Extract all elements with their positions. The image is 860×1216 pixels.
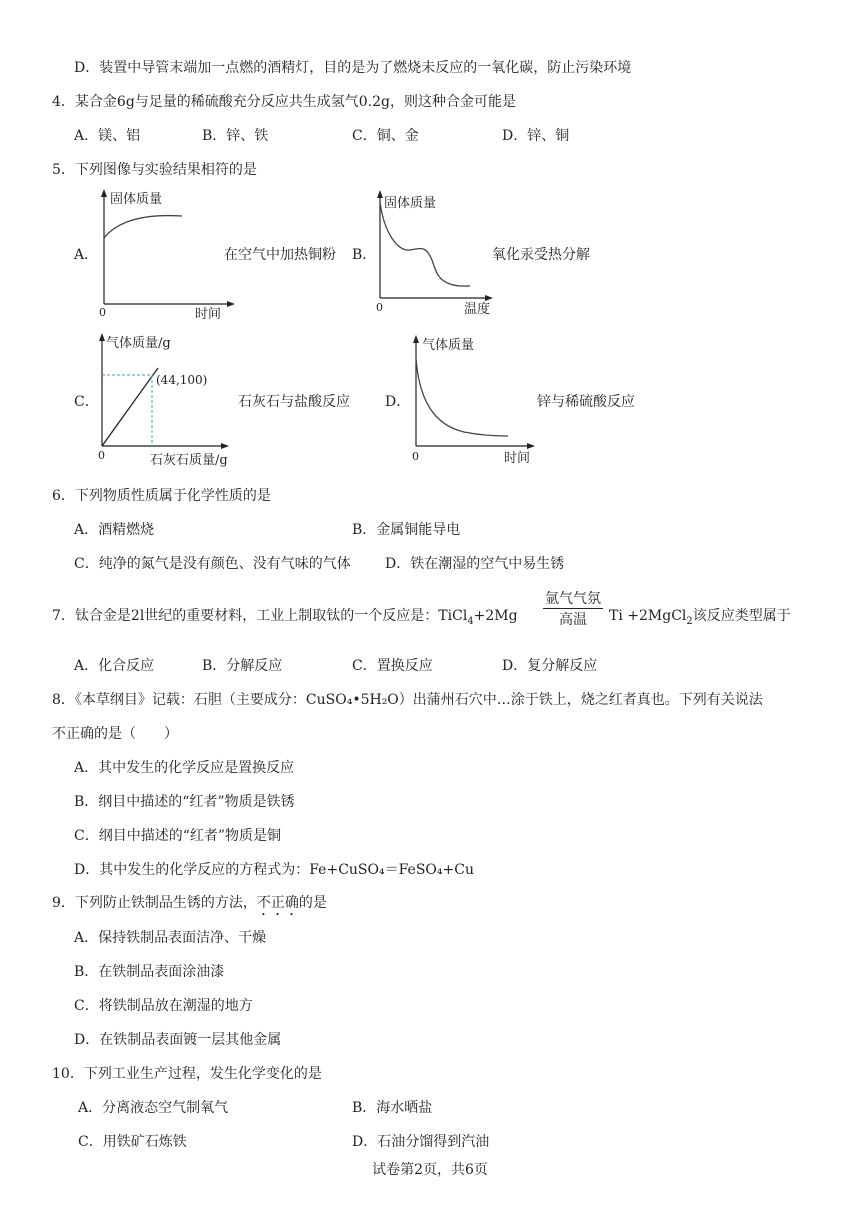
q6-option-c: C．纯净的氮气是没有颜色、没有气味的气体 bbox=[74, 556, 351, 572]
q7-option-c: C．置换反应 bbox=[352, 658, 433, 674]
graph-a-ylabel: 固体质量 bbox=[110, 192, 163, 207]
q5-text-a: 在空气中加热铜粉 bbox=[224, 247, 336, 263]
q8-option-c: C．纲目中描述的“红者”物质是铜 bbox=[74, 828, 282, 844]
q4-option-c: C．铜、金 bbox=[352, 128, 419, 144]
q7-post: 该反应类型属于 bbox=[692, 608, 791, 624]
q9-stem-pre: 9．下列防止铁制品生锈的方法， bbox=[52, 895, 257, 911]
graph-c-xlabel: 石灰石质量/g bbox=[150, 453, 228, 468]
q8-option-a: A．其中发生的化学反应是置换反应 bbox=[74, 760, 295, 776]
q5-label-a: A． bbox=[74, 247, 99, 263]
graph-d-origin: 0 bbox=[412, 450, 419, 463]
q5-stem: 5．下列图像与实验结果相符的是 bbox=[52, 162, 257, 178]
q4-option-d: D．锌、铜 bbox=[502, 128, 570, 144]
graph-d-ylabel: 气体质量 bbox=[422, 338, 475, 353]
graph-c-point-label: (44,100) bbox=[156, 373, 208, 387]
q10-option-d: D．石油分馏得到汽油 bbox=[352, 1134, 490, 1150]
q5-text-b: 氧化汞受热分解 bbox=[492, 247, 590, 263]
graph-b-origin: 0 bbox=[376, 301, 383, 314]
q4-stem: 4．某合金6g与足量的稀硫酸充分反应共生成氢气0.2g，则这种合金可能是 bbox=[52, 94, 517, 110]
q5-graph-b bbox=[370, 188, 500, 320]
q9-stem-emphasis: 不正确 bbox=[256, 895, 299, 911]
q7-cond-bottom: 高温 bbox=[559, 612, 587, 628]
q5-graph-a bbox=[90, 186, 240, 322]
page-footer: 试卷第2页，共6页 bbox=[372, 1162, 488, 1178]
q7-cond-top: 氩气气氛 bbox=[545, 591, 601, 607]
graph-d-xlabel: 时间 bbox=[504, 451, 531, 466]
q5-graph-d bbox=[404, 330, 544, 470]
graph-b-ylabel: 固体质量 bbox=[384, 196, 437, 211]
q7-option-b: B．分解反应 bbox=[202, 658, 283, 674]
q6-stem: 6．下列物质性质属于化学性质的是 bbox=[52, 488, 271, 504]
q3-option-d: D．装置中导管末端加一点燃的酒精灯，目的是为了燃烧未反应的一氧化碳，防止污染环境 bbox=[74, 60, 632, 76]
q5-text-d: 锌与稀硫酸反应 bbox=[537, 394, 635, 410]
q7-stem-pre: 7．钛合金是2l世纪的重要材料，工业上制取钛的一个反应是：TiCl bbox=[52, 608, 468, 624]
q10-option-c: C．用铁矿石炼铁 bbox=[78, 1134, 187, 1150]
q9-option-a: A．保持铁制品表面洁净、干燥 bbox=[74, 930, 267, 946]
graph-c-origin: 0 bbox=[98, 449, 105, 462]
q6-option-b: B．金属铜能导电 bbox=[352, 522, 461, 538]
q9-stem-post: 的是 bbox=[298, 895, 327, 911]
q7-post-pre: Ti +2MgCl bbox=[609, 608, 687, 624]
q9-stem bbox=[52, 893, 327, 919]
q7-stem bbox=[52, 606, 518, 632]
q10-stem: 10．下列工业生产过程，发生化学变化的是 bbox=[52, 1066, 322, 1082]
q10-option-b: B．海水晒盐 bbox=[352, 1100, 433, 1116]
q6-option-a: A．酒精燃烧 bbox=[74, 522, 155, 538]
q5-graph-c bbox=[90, 328, 240, 470]
graph-a-origin: 0 bbox=[99, 306, 106, 319]
q5-label-d: D． bbox=[385, 394, 411, 410]
q8-stem-line2: 不正确的是（ ） bbox=[52, 726, 178, 742]
q5-label-b: B． bbox=[352, 247, 377, 263]
q4-option-b: B．锌、铁 bbox=[202, 128, 269, 144]
q9-option-b: B．在铁制品表面涂油漆 bbox=[74, 964, 225, 980]
q5-text-c: 石灰石与盐酸反应 bbox=[238, 394, 350, 410]
q7-mid: +2Mg bbox=[473, 608, 518, 624]
q8-stem-line1: 8．《本草纲目》记载：石胆（主要成分：CuSO₄•5H₂O）出蒲州石穴中…涂于铁上，烧之红者真也。下列有关说法 bbox=[52, 692, 763, 708]
q8-option-b: B．纲目中描述的“红者”物质是铁锈 bbox=[74, 794, 295, 810]
q5-label-c: C． bbox=[74, 394, 99, 410]
q9-option-d: D．在铁制品表面镀一层其他金属 bbox=[74, 1032, 282, 1048]
q7-sub4: 4 bbox=[467, 615, 474, 627]
graph-a-xlabel: 时间 bbox=[195, 307, 222, 322]
q7-option-d: D．复分解反应 bbox=[502, 658, 598, 674]
q9-option-c: C．将铁制品放在潮湿的地方 bbox=[74, 998, 253, 1014]
q7-option-a: A．化合反应 bbox=[74, 658, 155, 674]
q7-reaction-condition bbox=[543, 590, 603, 629]
q4-option-a: A．镁、铝 bbox=[74, 128, 141, 144]
q8-option-d: D．其中发生的化学反应的方程式为：Fe+CuSO₄＝FeSO₄+Cu bbox=[74, 862, 474, 878]
q10-option-a: A．分离液态空气制氧气 bbox=[78, 1100, 229, 1116]
q7-sub2: 2 bbox=[686, 615, 693, 627]
graph-b-xlabel: 温度 bbox=[464, 302, 491, 317]
graph-c-ylabel: 气体质量/g bbox=[106, 336, 171, 351]
q6-option-d: D．铁在潮湿的空气中易生锈 bbox=[385, 556, 565, 572]
q7-stem-post bbox=[609, 606, 791, 632]
